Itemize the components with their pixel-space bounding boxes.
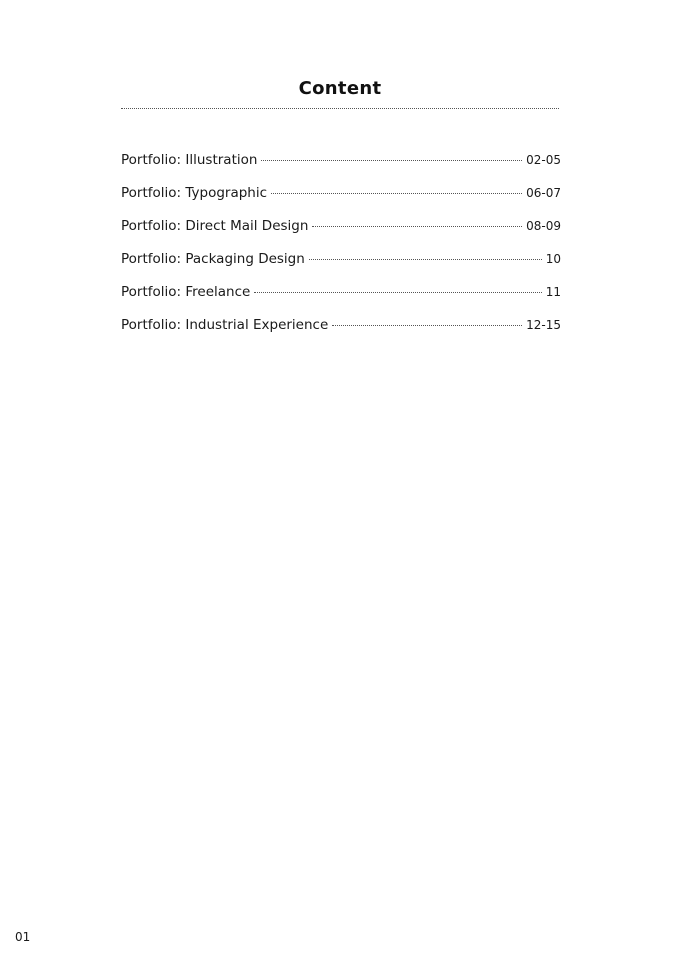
toc-entry-label: Portfolio: Typographic [121,185,268,201]
toc-dot-leader [312,226,522,227]
toc-entry-label: Portfolio: Packaging Design [121,251,305,267]
toc-entry-label: Portfolio: Illustration [121,152,258,168]
toc-dot-leader [271,193,522,194]
page-number: 01 [15,930,31,944]
toc-entry-freelance[interactable] [121,284,561,317]
toc-dot-leader [261,160,522,161]
toc-entry-label: Portfolio: Freelance [121,284,251,300]
toc-entry-pages: 11 [545,285,561,299]
page-title: Content [298,78,382,99]
toc-entry-direct-mail-design[interactable] [121,218,561,251]
toc-entry-pages: 06-07 [526,186,561,200]
toc-entry-pages: 08-09 [526,219,561,233]
toc-entry-illustration[interactable] [121,152,561,185]
toc-entry-pages: 10 [545,252,561,266]
title-divider [121,108,559,109]
toc-entry-pages: 12-15 [526,318,561,332]
toc-entry-label: Portfolio: Direct Mail Design [121,218,309,234]
toc-entry-typographic[interactable] [121,185,561,218]
table-of-contents [121,152,561,350]
toc-dot-leader [332,325,522,326]
toc-dot-leader [254,292,541,293]
toc-dot-leader [309,259,542,260]
toc-entry-pages: 02-05 [526,153,561,167]
toc-entry-label: Portfolio: Industrial Experience [121,317,329,333]
toc-entry-packaging-design[interactable] [121,251,561,284]
toc-entry-industrial-experience[interactable] [121,317,561,350]
